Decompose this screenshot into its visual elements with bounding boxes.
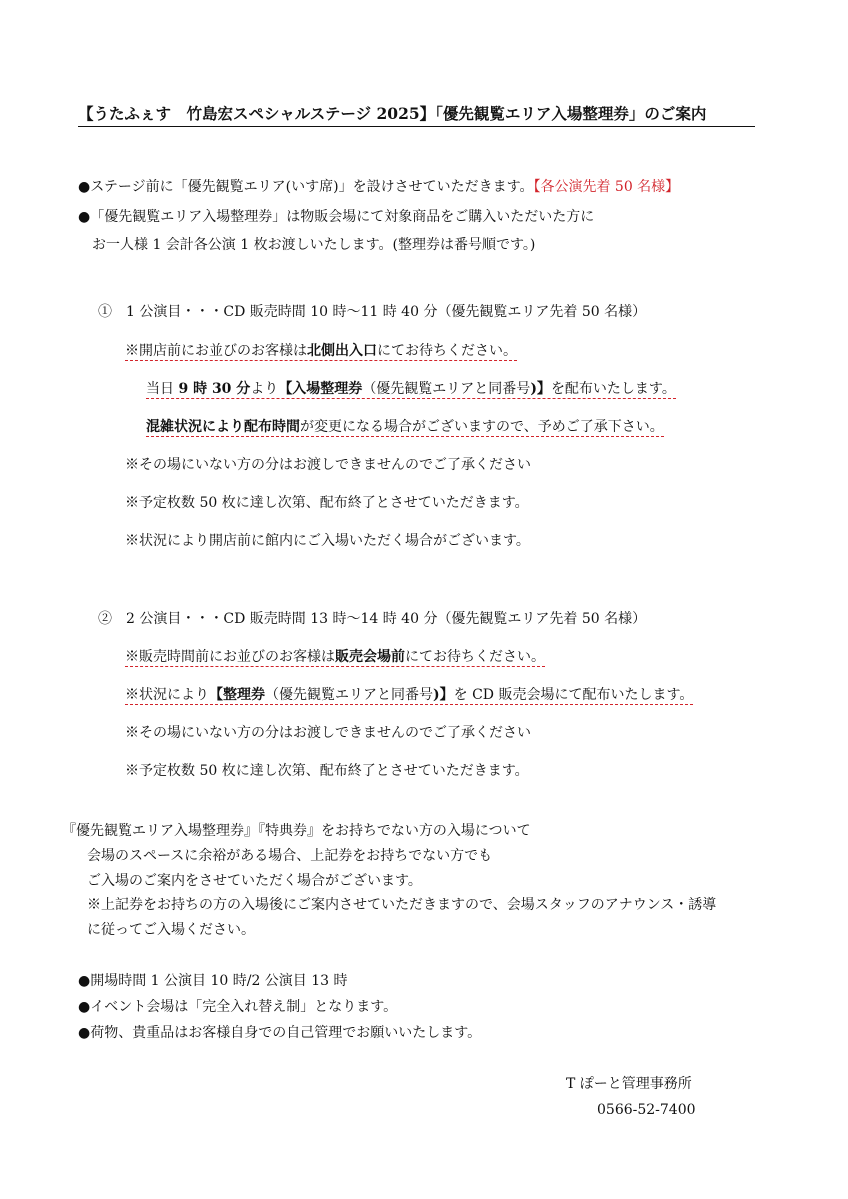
show2-note-1: ※その場にいない方の分はお渡しできませんのでご了承ください [125,725,531,741]
show2-note-2: ※予定枚数 50 枚に達し次第、配布終了とさせていただきます。 [125,763,529,779]
show2-notice-2: ※状況により【整理券（優先観覧エリアと同番号)】を CD 販売会場にて配布いたします。 [125,687,694,703]
show1-note-1: ※その場にいない方の分はお渡しできませんのでご了承ください [125,457,531,473]
contact-phone: 0566-52-7400 [597,1102,696,1118]
entry-line-3: ご入場のご案内をさせていただく場合がございます。 [87,873,422,889]
show2-notice-1: ※販売時間前にお並びのお客様は販売会場前にてお待ちください。 [125,649,545,665]
entry-line-2: 会場のスペースに余裕がある場合、上記券をお持ちでない方でも [87,848,493,864]
show1-notice-1: ※開店前にお並びのお客様は北側出入口にてお待ちください。 [125,343,517,359]
entry-line-4: ※上記券をお持ちの方の入場後にご案内させていただきますので、会場スタッフのアナウンス・誘導 [87,897,717,913]
show1-notice-2: 当日 9 時 30 分より【入場整理券（優先観覧エリアと同番号)】を配布いたします。 [146,381,676,397]
show2-heading: ② 2 公演目・・・CD 販売時間 13 時～14 時 40 分（優先観覧エリア先着 50 名様） [98,611,647,627]
show1-note-3: ※状況により開店前に館内にご入場いただく場合がございます。 [125,533,530,549]
show1-heading: ① 1 公演目・・・CD 販売時間 10 時～11 時 40 分（優先観覧エリア先着 50 名様） [98,304,647,320]
intro-line-2: ●「優先観覧エリア入場整理券」は物販会場にて対象商品をご購入いただいた方に [78,209,595,225]
footer-bullet-3: ●荷物、貴重品はお客様自身での自己管理でお願いいたします。 [78,1025,482,1041]
title-underline [78,126,755,127]
show1-note-2: ※予定枚数 50 枚に達し次第、配布終了とさせていただきます。 [125,495,529,511]
intro-line-1 [78,178,679,196]
page-title: 【うたふぇす 竹島宏スペシャルステージ 2025】「優先観覧エリア入場整理券」のご案内 [78,104,707,123]
entry-line-5: に従ってご入場ください。 [87,922,255,938]
entry-line-1: 『優先観覧エリア入場整理券』『特典券』をお持ちでない方の入場について [62,823,531,839]
footer-bullet-2: ●イベント会場は「完全入れ替え制」となります。 [78,999,398,1015]
contact-name: T ぽーと管理事務所 [566,1076,692,1092]
intro-line-3: お一人様 1 会計各公演 1 枚お渡しいたします。(整理券は番号順です。) [78,237,536,253]
intro-red-note: 【各公演先着 50 名様】 [533,179,680,195]
footer-bullet-1: ●開場時間 1 公演目 10 時/2 公演目 13 時 [78,973,348,989]
intro-text-1: ●ステージ前に「優先観覧エリア(いす席)」を設けさせていただきます。 [78,179,534,195]
show1-notice-3: 混雑状況により配布時間が変更になる場合がございますので、予めご了承下さい。 [146,419,664,435]
